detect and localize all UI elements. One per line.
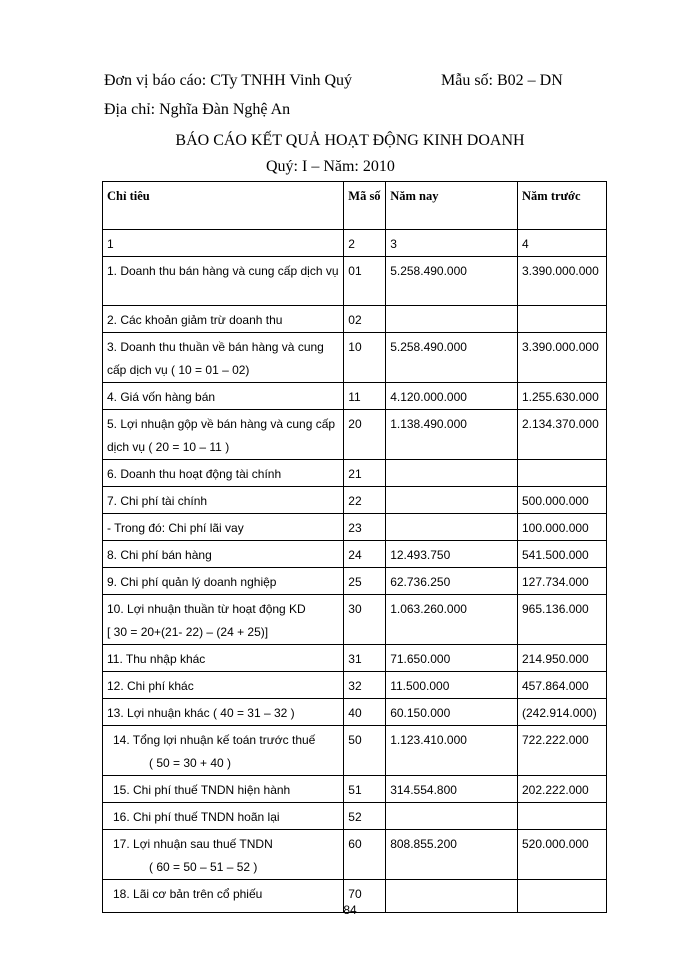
row-previous: 3.390.000.000 — [518, 257, 607, 306]
row-current: 62.736.250 — [386, 568, 518, 595]
row-label: 16. Chi phí thuế TNDN hoãn lại — [103, 803, 344, 830]
row-current: 1.063.260.000 — [386, 595, 518, 645]
row-label-cell — [103, 726, 344, 776]
row-label: 5. Lợi nhuận gộp về bán hàng và cung cấp dịch vụ ( 20 = 10 – 11 ) — [103, 410, 344, 460]
table-row — [103, 672, 607, 699]
row-label: 17. Lợi nhuận sau thuế TNDN — [113, 837, 273, 851]
row-current: 12.493.750 — [386, 541, 518, 568]
row-previous — [518, 803, 607, 830]
row-label: 9. Chi phí quản lý doanh nghiệp — [103, 568, 344, 595]
row-previous: 965.136.000 — [518, 595, 607, 645]
table-row — [103, 541, 607, 568]
table-row — [103, 568, 607, 595]
income-statement-table — [102, 181, 607, 913]
row-previous: 541.500.000 — [518, 541, 607, 568]
report-period: Quý: I – Năm: 2010 — [266, 158, 395, 175]
row-code: 01 — [344, 257, 386, 306]
table-row — [103, 487, 607, 514]
row-current: 314.554.800 — [386, 776, 518, 803]
row-code: 02 — [344, 306, 386, 333]
index-cell: 4 — [518, 230, 607, 257]
row-current — [386, 803, 518, 830]
row-label: 10. Lợi nhuận thuần từ hoạt động KD — [107, 602, 306, 616]
row-code: 24 — [344, 541, 386, 568]
address: Địa chỉ: Nghĩa Đàn Nghệ An — [104, 101, 291, 118]
row-current: 5.258.490.000 — [386, 257, 518, 306]
table-row — [103, 830, 607, 880]
row-code: 51 — [344, 776, 386, 803]
row-code: 21 — [344, 460, 386, 487]
row-code: 25 — [344, 568, 386, 595]
row-formula: ( 50 = 30 + 40 ) — [149, 756, 232, 770]
row-formula: [ 30 = 20+(21- 22) – (24 + 25)] — [107, 625, 269, 639]
row-current — [386, 514, 518, 541]
row-current: 11.500.000 — [386, 672, 518, 699]
row-previous: 214.950.000 — [518, 645, 607, 672]
row-previous: 127.734.000 — [518, 568, 607, 595]
row-code: 31 — [344, 645, 386, 672]
row-current: 71.650.000 — [386, 645, 518, 672]
table-row — [103, 383, 607, 410]
index-cell: 2 — [344, 230, 386, 257]
table-row — [103, 726, 607, 776]
row-label: 6. Doanh thu hoạt động tài chính — [103, 460, 344, 487]
row-current: 1.123.410.000 — [386, 726, 518, 776]
form-number: Mẫu số: B02 – DN — [441, 72, 563, 89]
table-row — [103, 514, 607, 541]
row-current — [386, 460, 518, 487]
table-header-row — [103, 182, 607, 230]
table-row — [103, 306, 607, 333]
row-formula: ( 60 = 50 – 51 – 52 ) — [149, 860, 258, 874]
row-label: 18. Lãi cơ bản trên cổ phiếu — [103, 880, 344, 913]
row-current: 4.120.000.000 — [386, 383, 518, 410]
row-code: 32 — [344, 672, 386, 699]
row-previous: 202.222.000 — [518, 776, 607, 803]
report-title: BÁO CÁO KẾT QUẢ HOẠT ĐỘNG KINH DOANH — [175, 132, 525, 149]
row-previous: 500.000.000 — [518, 487, 607, 514]
row-label: 8. Chi phí bán hàng — [103, 541, 344, 568]
table-row — [103, 410, 607, 460]
row-current — [386, 487, 518, 514]
table-row — [103, 699, 607, 726]
row-label: 14. Tổng lợi nhuận kế toán trước thuế — [113, 733, 316, 747]
row-current: 60.150.000 — [386, 699, 518, 726]
row-previous — [518, 306, 607, 333]
page-number: 84 — [343, 903, 357, 917]
table-index-row — [103, 230, 607, 257]
row-previous: 100.000.000 — [518, 514, 607, 541]
row-previous: 3.390.000.000 — [518, 333, 607, 383]
header-indicator: Chỉ tiêu — [103, 182, 344, 230]
reporting-unit: Đơn vị báo cáo: CTy TNHH Vinh Quý — [104, 72, 352, 89]
row-label-cell — [103, 595, 344, 645]
table-row — [103, 776, 607, 803]
row-code: 11 — [344, 383, 386, 410]
row-label: - Trong đó: Chi phí lãi vay — [103, 514, 344, 541]
row-label: 4. Giá vốn hàng bán — [103, 383, 344, 410]
row-code: 23 — [344, 514, 386, 541]
table-row — [103, 460, 607, 487]
index-cell: 1 — [103, 230, 344, 257]
header-previous-year: Năm trước — [518, 182, 607, 230]
row-code: 60 — [344, 830, 386, 880]
row-previous: 722.222.000 — [518, 726, 607, 776]
index-cell: 3 — [386, 230, 518, 257]
header-current-year: Năm nay — [386, 182, 518, 230]
header-code: Mã số — [344, 182, 386, 230]
row-code: 20 — [344, 410, 386, 460]
row-previous: 520.000.000 — [518, 830, 607, 880]
row-previous: 1.255.630.000 — [518, 383, 607, 410]
table-row — [103, 803, 607, 830]
row-label: 13. Lợi nhuận khác ( 40 = 31 – 32 ) — [103, 699, 344, 726]
row-label: 11. Thu nhập khác — [103, 645, 344, 672]
row-code: 70 — [344, 880, 386, 913]
row-code: 22 — [344, 487, 386, 514]
row-label: 7. Chi phí tài chính — [103, 487, 344, 514]
row-previous: 2.134.370.000 — [518, 410, 607, 460]
row-label: 3. Doanh thu thuần về bán hàng và cung cấp dịch vụ ( 10 = 01 – 02) — [103, 333, 344, 383]
row-current: 1.138.490.000 — [386, 410, 518, 460]
row-label: 15. Chi phí thuế TNDN hiện hành — [103, 776, 344, 803]
row-label: 12. Chi phí khác — [103, 672, 344, 699]
row-previous: 457.864.000 — [518, 672, 607, 699]
row-code: 10 — [344, 333, 386, 383]
row-code: 40 — [344, 699, 386, 726]
row-current — [386, 306, 518, 333]
row-current: 5.258.490.000 — [386, 333, 518, 383]
row-code: 50 — [344, 726, 386, 776]
row-previous: (242.914.000) — [518, 699, 607, 726]
row-code: 52 — [344, 803, 386, 830]
row-current: 808.855.200 — [386, 830, 518, 880]
table-row — [103, 645, 607, 672]
row-code: 30 — [344, 595, 386, 645]
row-label: 1. Doanh thu bán hàng và cung cấp dịch vụ — [103, 257, 344, 306]
table-row — [103, 333, 607, 383]
table-row — [103, 257, 607, 306]
row-label-cell — [103, 830, 344, 880]
row-previous — [518, 460, 607, 487]
row-label: 2. Các khoản giảm trừ doanh thu — [103, 306, 344, 333]
table-row — [103, 595, 607, 645]
